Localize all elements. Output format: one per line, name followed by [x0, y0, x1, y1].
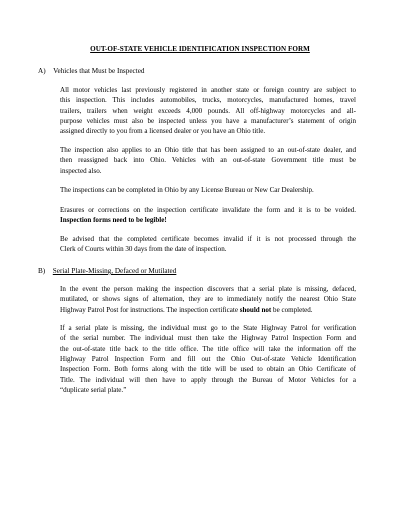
section-b-marker: B): [38, 267, 46, 275]
document-title: OUT-OF-STATE VEHICLE IDENTIFICATION INSPECTION FORM: [90, 45, 310, 53]
legibility-warning: Inspection forms need to be legible!: [60, 216, 167, 225]
paragraph-line: inspected also.: [60, 166, 102, 175]
section-b-paragraph-1: [60, 284, 356, 315]
paragraph-line: the out-of-state title back to the title office. The title office will take the information off the: [60, 344, 356, 353]
paragraph-line: [60, 215, 356, 225]
section-b-paragraph-2: [60, 323, 356, 395]
section-b-title: Serial Plate-Missing, Defaced or Mutilated: [52, 267, 177, 275]
paragraph-line: mutilated, or shows signs of alternation, they are to immediately notify the nearest Ohio State: [60, 295, 356, 304]
section-a-heading: [38, 67, 144, 75]
paragraph-line: In the event the person making the inspection discovers that a serial plate is missing, defaced,: [60, 285, 356, 293]
paragraph-line: Clerk of Courts within 30 days from the date of inspection.: [60, 245, 227, 254]
paragraph-line: assigned directly to you from a licensed dealer or you have an Ohio title.: [60, 127, 266, 136]
paragraph-line: “duplicate serial plate.”: [60, 386, 127, 395]
section-a-marker: A): [38, 67, 46, 75]
paragraph-line: The inspections can be completed in Ohio by any License Bureau or New Car Dealership.: [60, 186, 314, 194]
section-a-paragraph-3: [60, 185, 356, 195]
paragraph-line: Highway Patrol Inspection Form and fill out the Ohio Out-of-state Vehicle Identification: [60, 355, 356, 364]
section-a-paragraph-1: [60, 85, 356, 137]
paragraph-line: Inspection Form. Both forms along with the title will be used to obtain an Ohio Certificate of: [60, 365, 356, 374]
text-run: Highway Patrol Post for instructions. The inspection certificate: [60, 305, 240, 314]
section-a-title: Vehicles that Must be Inspected: [53, 67, 145, 75]
should-not-emphasis: should not: [239, 305, 272, 314]
paragraph-line: this inspection. This includes automobiles, trucks, motorcycles, manufactured homes, travel: [60, 96, 356, 105]
paragraph-line: All motor vehicles last previously registered in another state or foreign country are subject to: [60, 86, 356, 94]
paragraph-line: Be advised that the completed certificate becomes invalid if it is not processed through the: [60, 235, 356, 243]
paragraph-line: The inspection also applies to an Ohio title that has been assigned to an out-of-state dealer, and: [60, 146, 356, 154]
text-run: be completed.: [271, 305, 313, 314]
section-b-heading: [38, 267, 176, 275]
paragraph-line: Title. The individual will then have to apply through the Bureau of Motor Vehicles for a: [60, 375, 356, 384]
section-a-paragraph-2: [60, 145, 356, 176]
paragraph-line: of the serial number. The individual must then take the Highway Patrol Inspection Form and: [60, 334, 356, 343]
section-a-paragraph-5: [60, 234, 356, 255]
paragraph-line: If a serial plate is missing, the individual must go to the State Highway Patrol for verification: [60, 324, 356, 332]
paragraph-line: [60, 305, 356, 315]
paragraph-line: Erasures or corrections on the inspection certificate invalidate the form and it is to be voided.: [60, 206, 356, 214]
paragraph-line: then reassigned back into Ohio. Vehicles with an out-of-state Government title must be: [60, 156, 356, 165]
paragraph-line: trailers, trailers when weight exceeds 4,000 pounds. All off-highway motorcycles and all-: [60, 106, 356, 115]
paragraph-line: purpose vehicles must also be inspected unless you have a manufacturer’s statement of origin: [60, 117, 356, 126]
section-a-paragraph-4: [60, 205, 356, 226]
